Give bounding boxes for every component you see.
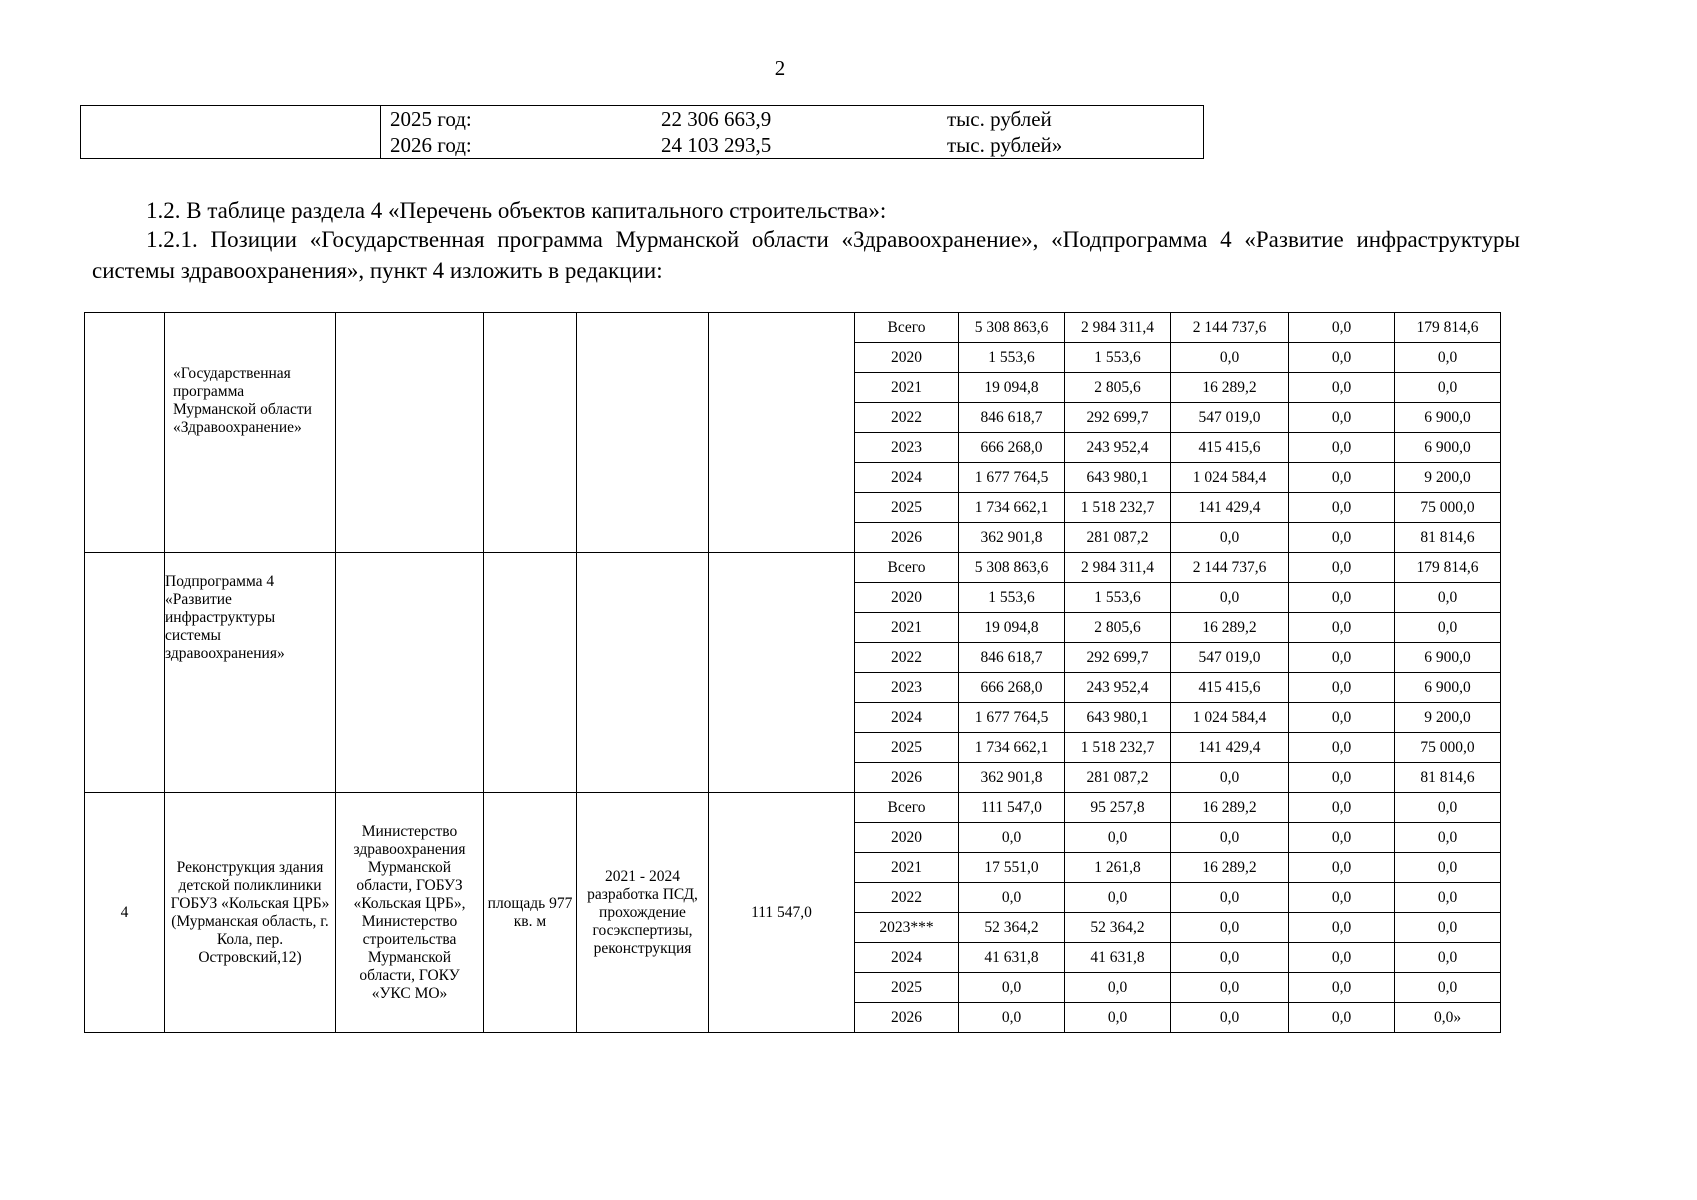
table-row [85, 793, 1501, 823]
local-budget-cell: 0,0 [1289, 1003, 1395, 1033]
empty-cell [81, 106, 381, 133]
regional-budget-cell: 2 805,6 [1065, 373, 1171, 403]
period-cell [577, 313, 709, 553]
regional-budget-cell: 1 553,6 [1065, 343, 1171, 373]
federal-budget-cell: 16 289,2 [1171, 853, 1289, 883]
period-cell [577, 553, 709, 793]
cost-cell: 111 547,0 [709, 793, 855, 1033]
capital-construction-table [84, 312, 1501, 1033]
local-budget-cell: 0,0 [1289, 523, 1395, 553]
table-row [81, 106, 1204, 133]
other-sources-cell: 0,0 [1395, 973, 1501, 1003]
total-cell: 1 734 662,1 [959, 733, 1065, 763]
year-cell: 2021 [855, 853, 959, 883]
other-sources-cell: 0,0 [1395, 853, 1501, 883]
total-cell: 19 094,8 [959, 613, 1065, 643]
other-sources-cell: 81 814,6 [1395, 763, 1501, 793]
regional-budget-cell: 95 257,8 [1065, 793, 1171, 823]
cost-cell [709, 313, 855, 553]
other-sources-cell: 0,0 [1395, 913, 1501, 943]
total-cell: 5 308 863,6 [959, 313, 1065, 343]
year-cell: 2025 [855, 493, 959, 523]
total-cell: 1 553,6 [959, 343, 1065, 373]
federal-budget-cell: 0,0 [1171, 763, 1289, 793]
total-cell: 52 364,2 [959, 913, 1065, 943]
year-cell: 2020 [855, 823, 959, 853]
total-cell: 1 677 764,5 [959, 703, 1065, 733]
total-cell: 0,0 [959, 823, 1065, 853]
local-budget-cell: 0,0 [1289, 343, 1395, 373]
year-cell: 2024 [855, 463, 959, 493]
year-cell: 2020 [855, 583, 959, 613]
other-sources-cell: 75 000,0 [1395, 733, 1501, 763]
local-budget-cell: 0,0 [1289, 493, 1395, 523]
local-budget-cell: 0,0 [1289, 613, 1395, 643]
federal-budget-cell: 2 144 737,6 [1171, 553, 1289, 583]
year-cell: 2026 [855, 1003, 959, 1033]
regional-budget-cell: 0,0 [1065, 973, 1171, 1003]
local-budget-cell: 0,0 [1289, 973, 1395, 1003]
other-sources-cell: 0,0 [1395, 583, 1501, 613]
total-cell: 17 551,0 [959, 853, 1065, 883]
year-cell: 2022 [855, 643, 959, 673]
total-cell: 1 734 662,1 [959, 493, 1065, 523]
other-sources-cell: 0,0 [1395, 823, 1501, 853]
local-budget-cell: 0,0 [1289, 733, 1395, 763]
year-cell: 2024 [855, 703, 959, 733]
local-budget-cell: 0,0 [1289, 583, 1395, 613]
federal-budget-cell: 141 429,4 [1171, 493, 1289, 523]
year-cell: 2023*** [855, 913, 959, 943]
item-number [85, 553, 165, 793]
year-cell: 2026 год: [381, 132, 662, 159]
federal-budget-cell: 0,0 [1171, 343, 1289, 373]
regional-budget-cell: 643 980,1 [1065, 703, 1171, 733]
total-cell: 41 631,8 [959, 943, 1065, 973]
page-number: 2 [774, 56, 786, 80]
regional-budget-cell: 643 980,1 [1065, 463, 1171, 493]
federal-budget-cell: 0,0 [1171, 583, 1289, 613]
local-budget-cell: 0,0 [1289, 883, 1395, 913]
local-budget-cell: 0,0 [1289, 673, 1395, 703]
year-cell: 2026 [855, 523, 959, 553]
total-cell: 0,0 [959, 973, 1065, 1003]
other-sources-cell: 0,0 [1395, 793, 1501, 823]
total-cell: 846 618,7 [959, 643, 1065, 673]
year-cell: 2026 [855, 763, 959, 793]
federal-budget-cell: 0,0 [1171, 883, 1289, 913]
regional-budget-cell: 2 805,6 [1065, 613, 1171, 643]
other-sources-cell: 179 814,6 [1395, 553, 1501, 583]
other-sources-cell: 179 814,6 [1395, 313, 1501, 343]
other-sources-cell: 6 900,0 [1395, 643, 1501, 673]
year-cell: Всего [855, 793, 959, 823]
federal-budget-cell: 0,0 [1171, 823, 1289, 853]
executor-cell [336, 553, 484, 793]
federal-budget-cell: 1 024 584,4 [1171, 463, 1289, 493]
year-cell: 2024 [855, 943, 959, 973]
local-budget-cell: 0,0 [1289, 553, 1395, 583]
total-cell: 5 308 863,6 [959, 553, 1065, 583]
regional-budget-cell: 0,0 [1065, 1003, 1171, 1033]
regional-budget-cell: 41 631,8 [1065, 943, 1171, 973]
executor-cell: Министерство здравоохранения Мурманской области, ГОБУЗ «Кольская ЦРБ», Министерство строительства Мурманской области, ГОКУ «УКС МО» [336, 793, 484, 1033]
federal-budget-cell: 0,0 [1171, 973, 1289, 1003]
funding-summary-table [80, 105, 1204, 159]
regional-budget-cell: 2 984 311,4 [1065, 553, 1171, 583]
amount-cell: 22 306 663,9 [661, 106, 947, 133]
federal-budget-cell: 2 144 737,6 [1171, 313, 1289, 343]
other-sources-cell: 0,0 [1395, 373, 1501, 403]
capacity-cell: площадь 977 кв. м [484, 793, 577, 1033]
regional-budget-cell: 0,0 [1065, 823, 1171, 853]
local-budget-cell: 0,0 [1289, 913, 1395, 943]
other-sources-cell: 81 814,6 [1395, 523, 1501, 553]
program-name: «Государственная программа Мурманской области «Здравоохранение» [165, 313, 336, 553]
federal-budget-cell: 415 415,6 [1171, 673, 1289, 703]
regional-budget-cell: 1 553,6 [1065, 583, 1171, 613]
other-sources-cell: 6 900,0 [1395, 673, 1501, 703]
empty-cell [81, 132, 381, 159]
year-cell: Всего [855, 313, 959, 343]
federal-budget-cell: 547 019,0 [1171, 643, 1289, 673]
subprogram-name: Подпрограмма 4 «Развитие инфраструктуры системы здравоохранения» [165, 553, 336, 793]
year-cell: 2025 год: [381, 106, 662, 133]
federal-budget-cell: 141 429,4 [1171, 733, 1289, 763]
local-budget-cell: 0,0 [1289, 823, 1395, 853]
total-cell: 0,0 [959, 883, 1065, 913]
federal-budget-cell: 0,0 [1171, 523, 1289, 553]
amount-cell: 24 103 293,5 [661, 132, 947, 159]
federal-budget-cell: 16 289,2 [1171, 613, 1289, 643]
local-budget-cell: 0,0 [1289, 433, 1395, 463]
federal-budget-cell: 0,0 [1171, 1003, 1289, 1033]
local-budget-cell: 0,0 [1289, 763, 1395, 793]
year-cell: 2023 [855, 673, 959, 703]
local-budget-cell: 0,0 [1289, 703, 1395, 733]
federal-budget-cell: 547 019,0 [1171, 403, 1289, 433]
local-budget-cell: 0,0 [1289, 793, 1395, 823]
other-sources-cell: 6 900,0 [1395, 433, 1501, 463]
federal-budget-cell: 16 289,2 [1171, 793, 1289, 823]
other-sources-cell: 75 000,0 [1395, 493, 1501, 523]
federal-budget-cell: 415 415,6 [1171, 433, 1289, 463]
capacity-cell [484, 553, 577, 793]
local-budget-cell: 0,0 [1289, 403, 1395, 433]
total-cell: 666 268,0 [959, 673, 1065, 703]
total-cell: 846 618,7 [959, 403, 1065, 433]
regional-budget-cell: 281 087,2 [1065, 763, 1171, 793]
regional-budget-cell: 0,0 [1065, 883, 1171, 913]
local-budget-cell: 0,0 [1289, 643, 1395, 673]
regional-budget-cell: 1 518 232,7 [1065, 733, 1171, 763]
other-sources-cell: 0,0 [1395, 343, 1501, 373]
item-number: 4 [85, 793, 165, 1033]
year-cell: 2021 [855, 373, 959, 403]
total-cell: 0,0 [959, 1003, 1065, 1033]
total-cell: 111 547,0 [959, 793, 1065, 823]
cost-cell [709, 553, 855, 793]
regional-budget-cell: 243 952,4 [1065, 433, 1171, 463]
year-cell: 2020 [855, 343, 959, 373]
total-cell: 1 677 764,5 [959, 463, 1065, 493]
unit-cell: тыс. рублей» [947, 132, 1204, 159]
other-sources-cell: 9 200,0 [1395, 703, 1501, 733]
year-cell: 2025 [855, 733, 959, 763]
object-name: Реконструкция здания детской поликлиники ГОБУЗ «Кольская ЦРБ» (Мурманская область, г. Кола, пер. Островский,12) [165, 793, 336, 1033]
total-cell: 362 901,8 [959, 763, 1065, 793]
regional-budget-cell: 1 261,8 [1065, 853, 1171, 883]
other-sources-cell: 0,0 [1395, 613, 1501, 643]
local-budget-cell: 0,0 [1289, 373, 1395, 403]
federal-budget-cell: 16 289,2 [1171, 373, 1289, 403]
regional-budget-cell: 292 699,7 [1065, 403, 1171, 433]
regional-budget-cell: 281 087,2 [1065, 523, 1171, 553]
unit-cell: тыс. рублей [947, 106, 1204, 133]
regional-budget-cell: 292 699,7 [1065, 643, 1171, 673]
period-cell: 2021 - 2024 разработка ПСД, прохождение госэкспертизы, реконструкция [577, 793, 709, 1033]
federal-budget-cell: 0,0 [1171, 913, 1289, 943]
year-cell: 2023 [855, 433, 959, 463]
other-sources-cell: 0,0 [1395, 943, 1501, 973]
total-cell: 1 553,6 [959, 583, 1065, 613]
paragraph-1-2-1: 1.2.1. Позиции «Государственная программа Мурманской области «Здравоохранение», «Подпрограмма 4 «Развитие инфраструктуры системы здравоохранения», пункт 4 изложить в редакции: [92, 227, 1520, 283]
other-sources-cell: 0,0 [1395, 883, 1501, 913]
year-cell: 2022 [855, 883, 959, 913]
year-cell: Всего [855, 553, 959, 583]
year-cell: 2021 [855, 613, 959, 643]
regional-budget-cell: 2 984 311,4 [1065, 313, 1171, 343]
other-sources-cell: 9 200,0 [1395, 463, 1501, 493]
regional-budget-cell: 1 518 232,7 [1065, 493, 1171, 523]
federal-budget-cell: 0,0 [1171, 943, 1289, 973]
other-sources-cell: 0,0» [1395, 1003, 1501, 1033]
table-row [85, 313, 1501, 343]
regional-budget-cell: 243 952,4 [1065, 673, 1171, 703]
year-cell: 2022 [855, 403, 959, 433]
capacity-cell [484, 313, 577, 553]
total-cell: 362 901,8 [959, 523, 1065, 553]
other-sources-cell: 6 900,0 [1395, 403, 1501, 433]
total-cell: 666 268,0 [959, 433, 1065, 463]
item-number [85, 313, 165, 553]
table-row [81, 132, 1204, 159]
total-cell: 19 094,8 [959, 373, 1065, 403]
year-cell: 2025 [855, 973, 959, 1003]
local-budget-cell: 0,0 [1289, 853, 1395, 883]
executor-cell [336, 313, 484, 553]
local-budget-cell: 0,0 [1289, 313, 1395, 343]
paragraph-1-2: 1.2. В таблице раздела 4 «Перечень объектов капитального строительства»: [146, 198, 887, 223]
federal-budget-cell: 1 024 584,4 [1171, 703, 1289, 733]
regional-budget-cell: 52 364,2 [1065, 913, 1171, 943]
table-row [85, 553, 1501, 583]
local-budget-cell: 0,0 [1289, 943, 1395, 973]
local-budget-cell: 0,0 [1289, 463, 1395, 493]
